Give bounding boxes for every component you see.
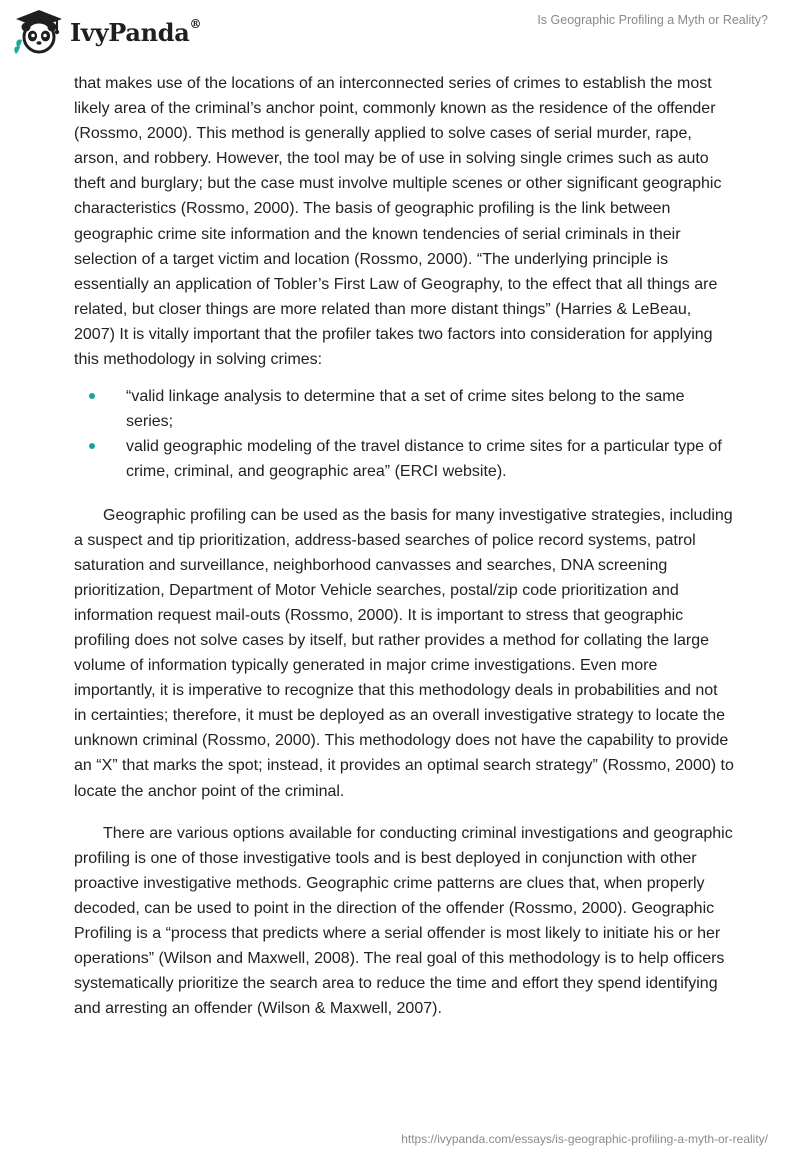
list-item [74,434,734,484]
factor-list [74,384,734,484]
paragraph-2: Geographic profiling can be used as the basis for many investigative strategies, including a suspect and tip prioritization, address-based searches of police record systems, patrol saturation and surveillance, neighborhood canvasses and searches, DNA screening prioritization, Department of Motor Vehicle searches, postal/zip code prioritization and information request mail-outs (Rossmo, 2000). It is important to stress that geographic profiling does not solve cases by itself, but rather provides a method for collating the large volume of information typically generated in major crime investigations. Even more importantly, it is imperative to recognize that this methodology deals in probabilities and not in certainties; therefore, it must be deployed as an overall investigative strategy to locate the unknown criminal (Rossmo, 2000). This methodology does not have the capability to provide an “X” that marks the spot; instead, it provides an optimal search strategy” (Rossmo, 2000) to locate the anchor point of the criminal. [74,506,734,800]
list-item-text: “valid linkage analysis to determine that a set of crime sites belong to the same series; [126,388,685,431]
source-url[interactable]: https://ivypanda.com/essays/is-geographic-profiling-a-myth-or-reality/ [401,1132,768,1146]
panda-graduate-icon [12,8,66,56]
paragraph-1: that makes use of the locations of an interconnected series of crimes to establish the most likely area of the criminal’s anchor point, commonly known as the residence of the offender (Rossmo, 2000). This method is generally applied to solve cases of serial murder, rape, arson, and robbery. However, the tool may be of use in solving single crimes such as auto theft and burglary; but the case must involve multiple scenes or other significant geographic characteristics (Rossmo, 2000). The basis of geographic profiling is the link between geographic crime site information and the known tendencies of serial criminals in their selection of a target victim and location (Rossmo, 2000). “The underlying principle is essentially an application of Tobler’s First Law of Geography, to the effect that all things are related, but closer things are more related than more distant things” (Harries & LeBeau, 2007) It is vitally important that the profiler takes two factors into consideration for applying this methodology in solving crimes: [74,75,722,369]
bullet-dot-icon [89,443,95,449]
logo-wordmark: IvyPanda® [70,16,202,47]
essay-body [74,71,734,1021]
document-title: Is Geographic Profiling a Myth or Reality? [537,13,768,27]
list-item [74,384,734,434]
ivypanda-logo[interactable] [12,8,201,56]
bullet-dot-icon [89,393,95,399]
page-header [0,0,800,64]
list-item-text: valid geographic modeling of the travel distance to crime sites for a particular type of crime, criminal, and geographic area” (ERCI website). [126,438,722,481]
paragraph-3: There are various options available for conducting criminal investigations and geographic profiling is one of those investigative tools and is best deployed in conjunction with other proactive investigative methods. Geographic crime patterns are clues that, when properly decoded, can be used to point in the direction of the offender (Rossmo, 2000). Geographic Profiling is a “process that predicts where a serial offender is most likely to initiate his or her operations” (Wilson and Maxwell, 2008). The real goal of this methodology is to help officers systematically prioritize the search area to reduce the time and effort they spend identifying and arresting an offender (Wilson & Maxwell, 2007). [74,824,733,1018]
